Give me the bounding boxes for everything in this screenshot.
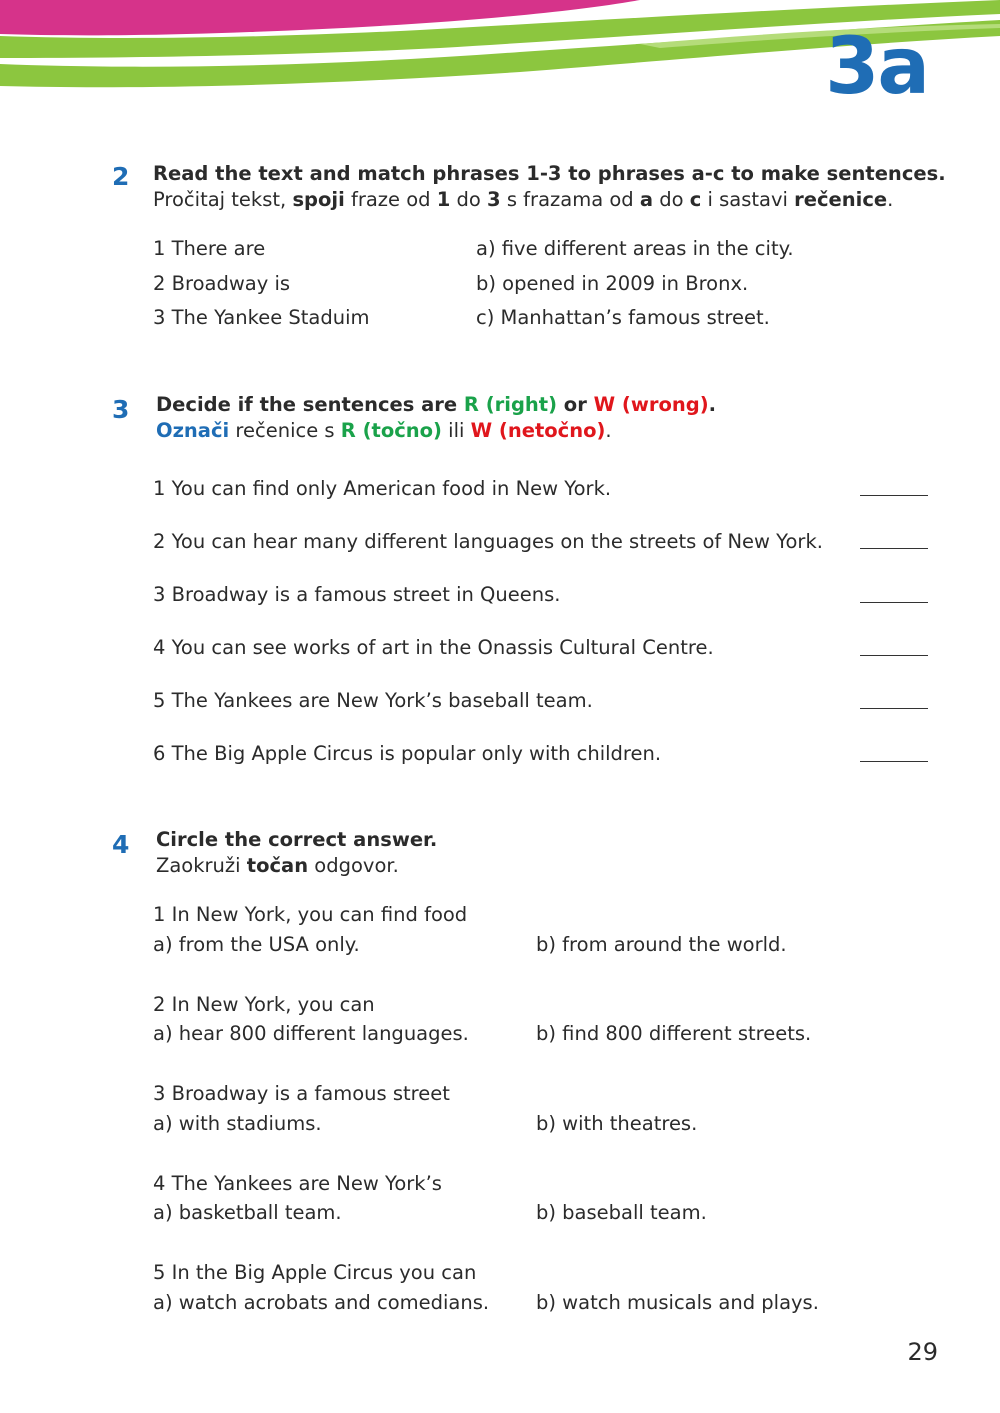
answer-blank-6[interactable]	[860, 761, 928, 762]
match-left-2[interactable]: 2 Broadway is	[153, 272, 291, 295]
match-left-3[interactable]: 3 The Yankee Staduim	[153, 306, 370, 329]
option-1b[interactable]: b) from around the world.	[536, 933, 787, 956]
exercise-4-instruction-en: Circle the correct answer.	[156, 828, 438, 851]
match-left-1[interactable]: 1 There are	[153, 237, 266, 260]
exercise-2-instructions	[153, 161, 946, 213]
answer-blank-5[interactable]	[860, 708, 928, 709]
option-2b[interactable]: b) find 800 different streets.	[536, 1022, 812, 1045]
rw-statement-6: 6 The Big Apple Circus is popular only with children.	[153, 742, 662, 765]
exercise-2-instruction-en: Read the text and match phrases 1-3 to phrases a-c to make sentences.	[153, 162, 946, 185]
rw-statement-3: 3 Broadway is a famous street in Queens.	[153, 583, 561, 606]
option-4b[interactable]: b) baseball team.	[536, 1201, 707, 1224]
question-stem-2: 2 In New York, you can	[153, 993, 375, 1016]
answer-blank-4[interactable]	[860, 655, 928, 656]
question-stem-1: 1 In New York, you can find food	[153, 903, 468, 926]
exercise-3-instruction-en: Decide if the sentences are R (right) or W (wrong).	[156, 393, 717, 416]
option-1a[interactable]: a) from the USA only.	[153, 933, 360, 956]
exercise-3-number: 3	[112, 395, 130, 424]
option-3a[interactable]: a) with stadiums.	[153, 1112, 322, 1135]
option-2a[interactable]: a) hear 800 different languages.	[153, 1022, 469, 1045]
answer-blank-1[interactable]	[860, 495, 928, 496]
option-3b[interactable]: b) with theatres.	[536, 1112, 698, 1135]
question-stem-3: 3 Broadway is a famous street	[153, 1082, 450, 1105]
unit-badge: 3a	[825, 22, 928, 112]
exercise-2-number: 2	[112, 162, 130, 191]
exercise-3-instruction-hr: Označi rečenice s R (točno) ili W (netočno).	[156, 419, 612, 442]
exercise-4-number: 4	[112, 830, 130, 859]
question-stem-5: 5 In the Big Apple Circus you can	[153, 1261, 477, 1284]
option-5a[interactable]: a) watch acrobats and comedians.	[153, 1291, 490, 1314]
match-right-b[interactable]: b) opened in 2009 in Bronx.	[476, 272, 749, 295]
exercise-4-instructions	[156, 827, 437, 879]
option-5b[interactable]: b) watch musicals and plays.	[536, 1291, 819, 1314]
rw-statement-2: 2 You can hear many different languages on the streets of New York.	[153, 530, 823, 553]
answer-blank-3[interactable]	[860, 602, 928, 603]
exercise-3-instructions	[156, 392, 716, 444]
rw-statement-4: 4 You can see works of art in the Onassis Cultural Centre.	[153, 636, 714, 659]
question-stem-4: 4 The Yankees are New York’s	[153, 1172, 442, 1195]
rw-statement-1: 1 You can find only American food in New York.	[153, 477, 612, 500]
exercise-2-instruction-hr: Pročitaj tekst, spoji fraze od 1 do 3 s frazama od a do c i sastavi rečenice.	[153, 188, 894, 211]
match-right-a[interactable]: a) five different areas in the city.	[476, 237, 794, 260]
rw-statement-5: 5 The Yankees are New York’s baseball team.	[153, 689, 593, 712]
answer-blank-2[interactable]	[860, 548, 928, 549]
match-right-c[interactable]: c) Manhattan’s famous street.	[476, 306, 770, 329]
page-number: 29	[907, 1338, 938, 1366]
exercise-4-instruction-hr: Zaokruži točan odgovor.	[156, 854, 399, 877]
option-4a[interactable]: a) basketball team.	[153, 1201, 342, 1224]
